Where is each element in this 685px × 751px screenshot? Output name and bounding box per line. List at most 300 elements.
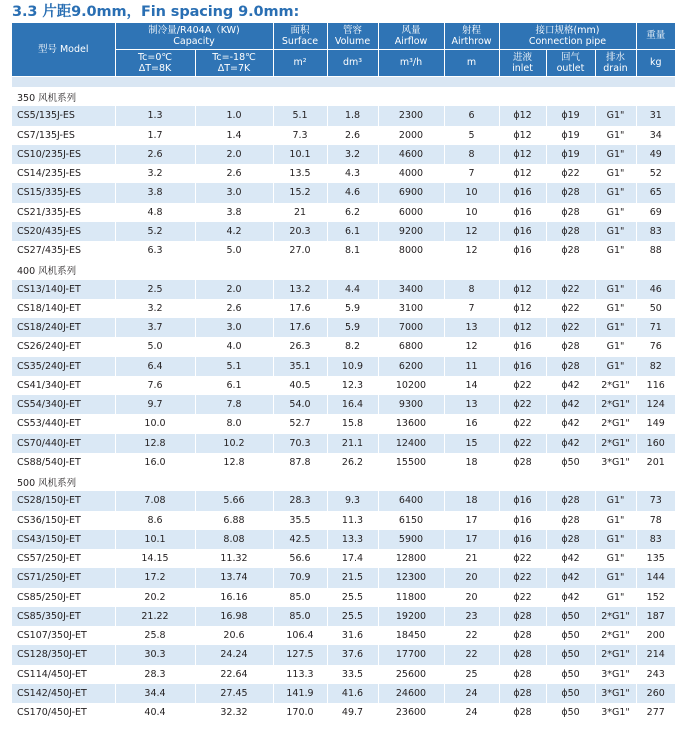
- cell-outlet: ϕ22: [546, 164, 595, 183]
- cell-volume: 17.4: [327, 549, 378, 568]
- cell-airthrow: 14: [444, 376, 499, 395]
- table-row: [12, 491, 675, 510]
- header-drain: [595, 50, 636, 77]
- cell-inlet: ϕ16: [499, 337, 546, 356]
- table-row: [12, 222, 675, 241]
- cell-airthrow: 10: [444, 183, 499, 202]
- cell-weight: 214: [636, 645, 675, 664]
- group-label: 500 风机系列: [12, 472, 675, 491]
- cell-model: CS10/235J-ES: [12, 145, 115, 164]
- cell-cap-tc0: 3.8: [115, 183, 195, 202]
- header-outlet: [546, 50, 595, 77]
- cell-volume: 10.9: [327, 357, 378, 376]
- cell-weight: 83: [636, 530, 675, 549]
- cell-cap-tc18: 8.0: [195, 414, 273, 433]
- cell-surface: 17.6: [273, 318, 327, 337]
- cell-volume: 2.6: [327, 126, 378, 145]
- cell-weight: 31: [636, 106, 675, 125]
- cell-airthrow: 12: [444, 222, 499, 241]
- cell-model: CS27/435J-ES: [12, 241, 115, 260]
- cell-weight: 76: [636, 337, 675, 356]
- cell-airthrow: 11: [444, 357, 499, 376]
- table-row: [12, 530, 675, 549]
- header-drain-en: drain: [603, 63, 628, 74]
- cell-airthrow: 22: [444, 645, 499, 664]
- cell-volume: 8.2: [327, 337, 378, 356]
- cell-surface: 52.7: [273, 414, 327, 433]
- cell-volume: 5.9: [327, 318, 378, 337]
- header-cap1-tc: Tc=0℃: [137, 51, 173, 63]
- cell-volume: 9.3: [327, 491, 378, 510]
- cell-outlet: ϕ42: [546, 568, 595, 587]
- cell-surface: 28.3: [273, 491, 327, 510]
- cell-cap-tc18: 13.74: [195, 568, 273, 587]
- cell-surface: 106.4: [273, 626, 327, 645]
- cell-cap-tc18: 7.8: [195, 395, 273, 414]
- cell-outlet: ϕ19: [546, 145, 595, 164]
- table-row: [12, 549, 675, 568]
- table-row: [12, 183, 675, 202]
- cell-airflow: 6900: [378, 183, 444, 202]
- cell-cap-tc0: 40.4: [115, 703, 195, 722]
- cell-model: CS43/150J-ET: [12, 530, 115, 549]
- cell-inlet: ϕ22: [499, 414, 546, 433]
- cell-weight: 78: [636, 511, 675, 530]
- cell-airflow: 2300: [378, 106, 444, 125]
- cell-inlet: ϕ12: [499, 299, 546, 318]
- cell-cap-tc18: 22.64: [195, 665, 273, 684]
- header-volume: [327, 23, 378, 50]
- table-row: [12, 145, 675, 164]
- cell-surface: 15.2: [273, 183, 327, 202]
- header-volume-unit: dm³: [327, 50, 378, 77]
- cell-outlet: ϕ28: [546, 183, 595, 202]
- cell-airflow: 18450: [378, 626, 444, 645]
- cell-airflow: 6400: [378, 491, 444, 510]
- header-airthrow-unit: m: [444, 50, 499, 77]
- cell-inlet: ϕ12: [499, 280, 546, 299]
- cell-drain: 3*G1": [595, 665, 636, 684]
- cell-cap-tc18: 5.0: [195, 241, 273, 260]
- cell-outlet: ϕ28: [546, 203, 595, 222]
- cell-inlet: ϕ16: [499, 183, 546, 202]
- cell-inlet: ϕ12: [499, 145, 546, 164]
- cell-cap-tc18: 3.0: [195, 183, 273, 202]
- cell-drain: G1": [595, 183, 636, 202]
- header-outlet-en: outlet: [556, 63, 585, 74]
- header-model: 型号 Model: [12, 23, 115, 77]
- cell-model: CS107/350J-ET: [12, 626, 115, 645]
- cell-outlet: ϕ28: [546, 241, 595, 260]
- cell-drain: G1": [595, 203, 636, 222]
- cell-cap-tc18: 3.0: [195, 318, 273, 337]
- header-connection-cn: 接口规格(mm): [535, 24, 600, 36]
- cell-surface: 13.5: [273, 164, 327, 183]
- cell-outlet: ϕ28: [546, 357, 595, 376]
- cell-cap-tc0: 20.2: [115, 588, 195, 607]
- cell-cap-tc0: 3.7: [115, 318, 195, 337]
- cell-surface: 40.5: [273, 376, 327, 395]
- table-row: [12, 588, 675, 607]
- cell-volume: 4.3: [327, 164, 378, 183]
- header-airthrow: [444, 23, 499, 50]
- cell-airthrow: 20: [444, 568, 499, 587]
- cell-cap-tc0: 28.3: [115, 665, 195, 684]
- cell-airthrow: 24: [444, 703, 499, 722]
- cell-airthrow: 15: [444, 434, 499, 453]
- cell-inlet: ϕ22: [499, 568, 546, 587]
- cell-model: CS85/250J-ET: [12, 588, 115, 607]
- cell-drain: G1": [595, 568, 636, 587]
- cell-weight: 71: [636, 318, 675, 337]
- cell-surface: 85.0: [273, 607, 327, 626]
- cell-volume: 25.5: [327, 588, 378, 607]
- cell-airthrow: 22: [444, 626, 499, 645]
- cell-weight: 88: [636, 241, 675, 260]
- cell-cap-tc0: 3.2: [115, 299, 195, 318]
- cell-inlet: ϕ16: [499, 530, 546, 549]
- cell-model: CS15/335J-ES: [12, 183, 115, 202]
- cell-cap-tc0: 5.2: [115, 222, 195, 241]
- cell-cap-tc0: 12.8: [115, 434, 195, 453]
- cell-volume: 15.8: [327, 414, 378, 433]
- table-row: [12, 318, 675, 337]
- cell-drain: G1": [595, 491, 636, 510]
- cell-volume: 11.3: [327, 511, 378, 530]
- header-inlet-en: inlet: [512, 63, 533, 74]
- header-connection: [499, 23, 636, 50]
- header-airthrow-en: Airthrow: [451, 36, 492, 47]
- cell-weight: 260: [636, 684, 675, 703]
- cell-inlet: ϕ12: [499, 164, 546, 183]
- cell-surface: 127.5: [273, 645, 327, 664]
- cell-weight: 82: [636, 357, 675, 376]
- cell-volume: 13.3: [327, 530, 378, 549]
- cell-drain: G1": [595, 357, 636, 376]
- cell-airthrow: 13: [444, 395, 499, 414]
- cell-airthrow: 12: [444, 337, 499, 356]
- cell-inlet: ϕ28: [499, 703, 546, 722]
- cell-cap-tc0: 30.3: [115, 645, 195, 664]
- cell-surface: 17.6: [273, 299, 327, 318]
- cell-inlet: ϕ22: [499, 588, 546, 607]
- cell-volume: 33.5: [327, 665, 378, 684]
- cell-drain: 2*G1": [595, 434, 636, 453]
- header-airflow-en: Airflow: [394, 36, 428, 47]
- cell-airflow: 24600: [378, 684, 444, 703]
- cell-airflow: 6200: [378, 357, 444, 376]
- cell-airflow: 7000: [378, 318, 444, 337]
- cell-cap-tc18: 12.8: [195, 453, 273, 472]
- cell-weight: 149: [636, 414, 675, 433]
- cell-cap-tc18: 5.66: [195, 491, 273, 510]
- cell-volume: 4.6: [327, 183, 378, 202]
- cell-weight: 152: [636, 588, 675, 607]
- table-row: [12, 395, 675, 414]
- cell-surface: 10.1: [273, 145, 327, 164]
- cell-weight: 124: [636, 395, 675, 414]
- cell-model: CS85/350J-ET: [12, 607, 115, 626]
- cell-drain: G1": [595, 164, 636, 183]
- cell-weight: 34: [636, 126, 675, 145]
- cell-outlet: ϕ42: [546, 549, 595, 568]
- cell-cap-tc18: 2.6: [195, 164, 273, 183]
- cell-weight: 50: [636, 299, 675, 318]
- cell-outlet: ϕ50: [546, 665, 595, 684]
- table-row: [12, 376, 675, 395]
- header-cap2: [195, 50, 273, 77]
- cell-outlet: ϕ22: [546, 280, 595, 299]
- cell-model: CS57/250J-ET: [12, 549, 115, 568]
- header-spacer-row: [12, 77, 675, 88]
- cell-cap-tc18: 1.4: [195, 126, 273, 145]
- header-capacity-cn: 制冷量/R404A（KW): [148, 24, 240, 36]
- cell-cap-tc0: 2.5: [115, 280, 195, 299]
- cell-airflow: 23600: [378, 703, 444, 722]
- cell-cap-tc0: 1.3: [115, 106, 195, 125]
- table-header: [12, 23, 675, 77]
- table-row: [12, 106, 675, 125]
- cell-airflow: 3400: [378, 280, 444, 299]
- cell-cap-tc0: 34.4: [115, 684, 195, 703]
- cell-model: CS18/140J-ET: [12, 299, 115, 318]
- cell-cap-tc18: 8.08: [195, 530, 273, 549]
- cell-cap-tc18: 24.24: [195, 645, 273, 664]
- cell-surface: 70.3: [273, 434, 327, 453]
- cell-outlet: ϕ28: [546, 530, 595, 549]
- cell-drain: 2*G1": [595, 645, 636, 664]
- cell-cap-tc18: 6.88: [195, 511, 273, 530]
- header-inlet-cn: 进液: [512, 51, 532, 63]
- cell-drain: 2*G1": [595, 395, 636, 414]
- cell-airthrow: 8: [444, 280, 499, 299]
- spec-table: [12, 23, 675, 722]
- cell-drain: 2*G1": [595, 607, 636, 626]
- cell-airthrow: 8: [444, 145, 499, 164]
- header-capacity: [115, 23, 273, 50]
- cell-surface: 27.0: [273, 241, 327, 260]
- header-cap2-dt: ΔT=7K: [217, 63, 251, 74]
- cell-volume: 21.1: [327, 434, 378, 453]
- cell-cap-tc0: 14.15: [115, 549, 195, 568]
- header-inlet: [499, 50, 546, 77]
- cell-inlet: ϕ28: [499, 645, 546, 664]
- table-row: [12, 337, 675, 356]
- cell-outlet: ϕ42: [546, 434, 595, 453]
- cell-outlet: ϕ19: [546, 106, 595, 125]
- table-row: [12, 357, 675, 376]
- cell-cap-tc18: 16.98: [195, 607, 273, 626]
- cell-airthrow: 18: [444, 491, 499, 510]
- cell-model: CS7/135J-ES: [12, 126, 115, 145]
- table-row: [12, 203, 675, 222]
- cell-airthrow: 7: [444, 299, 499, 318]
- table-row: [12, 511, 675, 530]
- cell-model: CS5/135J-ES: [12, 106, 115, 125]
- table-row: [12, 241, 675, 260]
- cell-model: CS35/240J-ET: [12, 357, 115, 376]
- cell-drain: G1": [595, 588, 636, 607]
- cell-cap-tc18: 20.6: [195, 626, 273, 645]
- cell-airflow: 5900: [378, 530, 444, 549]
- cell-inlet: ϕ16: [499, 203, 546, 222]
- cell-airflow: 6000: [378, 203, 444, 222]
- cell-airflow: 13600: [378, 414, 444, 433]
- cell-surface: 13.2: [273, 280, 327, 299]
- cell-outlet: ϕ50: [546, 453, 595, 472]
- table-row: [12, 645, 675, 664]
- header-drain-cn: 排水: [605, 51, 625, 63]
- header-airflow-unit: m³/h: [378, 50, 444, 77]
- cell-surface: 113.3: [273, 665, 327, 684]
- cell-weight: 116: [636, 376, 675, 395]
- cell-weight: 65: [636, 183, 675, 202]
- cell-inlet: ϕ28: [499, 607, 546, 626]
- cell-model: CS170/450J-ET: [12, 703, 115, 722]
- cell-cap-tc0: 7.08: [115, 491, 195, 510]
- cell-airflow: 4000: [378, 164, 444, 183]
- cell-airflow: 12400: [378, 434, 444, 453]
- cell-surface: 35.5: [273, 511, 327, 530]
- cell-airflow: 25600: [378, 665, 444, 684]
- cell-surface: 42.5: [273, 530, 327, 549]
- cell-weight: 73: [636, 491, 675, 510]
- cell-surface: 7.3: [273, 126, 327, 145]
- header-airflow-cn: 风量: [401, 24, 421, 36]
- cell-surface: 56.6: [273, 549, 327, 568]
- cell-volume: 6.1: [327, 222, 378, 241]
- cell-cap-tc0: 10.0: [115, 414, 195, 433]
- cell-surface: 26.3: [273, 337, 327, 356]
- cell-airthrow: 18: [444, 453, 499, 472]
- cell-outlet: ϕ50: [546, 645, 595, 664]
- cell-volume: 1.8: [327, 106, 378, 125]
- cell-cap-tc0: 9.7: [115, 395, 195, 414]
- cell-drain: G1": [595, 511, 636, 530]
- header-weight: 重量: [636, 23, 675, 50]
- cell-airthrow: 7: [444, 164, 499, 183]
- cell-model: CS114/450J-ET: [12, 665, 115, 684]
- cell-weight: 160: [636, 434, 675, 453]
- cell-weight: 187: [636, 607, 675, 626]
- cell-cap-tc18: 5.1: [195, 357, 273, 376]
- cell-cap-tc0: 4.8: [115, 203, 195, 222]
- cell-cap-tc0: 8.6: [115, 511, 195, 530]
- cell-drain: G1": [595, 549, 636, 568]
- cell-airflow: 9200: [378, 222, 444, 241]
- table-body: [12, 77, 675, 723]
- cell-cap-tc0: 6.3: [115, 241, 195, 260]
- cell-surface: 85.0: [273, 588, 327, 607]
- cell-airflow: 6800: [378, 337, 444, 356]
- header-cap1: [115, 50, 195, 77]
- table-row: [12, 299, 675, 318]
- cell-volume: 6.2: [327, 203, 378, 222]
- cell-weight: 277: [636, 703, 675, 722]
- cell-model: CS71/250J-ET: [12, 568, 115, 587]
- cell-inlet: ϕ16: [499, 491, 546, 510]
- cell-cap-tc0: 17.2: [115, 568, 195, 587]
- cell-inlet: ϕ12: [499, 126, 546, 145]
- cell-airflow: 8000: [378, 241, 444, 260]
- cell-drain: G1": [595, 280, 636, 299]
- header-airthrow-cn: 射程: [461, 24, 481, 36]
- cell-inlet: ϕ12: [499, 106, 546, 125]
- cell-drain: 3*G1": [595, 453, 636, 472]
- cell-cap-tc0: 3.2: [115, 164, 195, 183]
- cell-model: CS36/150J-ET: [12, 511, 115, 530]
- cell-cap-tc18: 4.2: [195, 222, 273, 241]
- cell-volume: 37.6: [327, 645, 378, 664]
- cell-weight: 83: [636, 222, 675, 241]
- cell-airthrow: 17: [444, 511, 499, 530]
- cell-outlet: ϕ50: [546, 626, 595, 645]
- table-row: [12, 626, 675, 645]
- cell-volume: 4.4: [327, 280, 378, 299]
- cell-airthrow: 12: [444, 241, 499, 260]
- cell-drain: G1": [595, 241, 636, 260]
- cell-cap-tc18: 11.32: [195, 549, 273, 568]
- cell-weight: 200: [636, 626, 675, 645]
- cell-cap-tc0: 7.6: [115, 376, 195, 395]
- cell-model: CS26/240J-ET: [12, 337, 115, 356]
- header-connection-en: Connection pipe: [528, 36, 607, 47]
- table-row: [12, 665, 675, 684]
- cell-volume: 12.3: [327, 376, 378, 395]
- group-row: [12, 260, 675, 279]
- header-surface: [273, 23, 327, 50]
- cell-model: CS21/335J-ES: [12, 203, 115, 222]
- header-outlet-cn: 回气: [560, 51, 580, 63]
- cell-airthrow: 23: [444, 607, 499, 626]
- cell-cap-tc18: 2.0: [195, 280, 273, 299]
- cell-inlet: ϕ16: [499, 357, 546, 376]
- cell-outlet: ϕ22: [546, 299, 595, 318]
- cell-cap-tc18: 27.45: [195, 684, 273, 703]
- cell-volume: 25.5: [327, 607, 378, 626]
- cell-airflow: 12300: [378, 568, 444, 587]
- cell-model: CS88/540J-ET: [12, 453, 115, 472]
- table-row: [12, 434, 675, 453]
- cell-weight: 46: [636, 280, 675, 299]
- cell-drain: G1": [595, 222, 636, 241]
- cell-drain: G1": [595, 106, 636, 125]
- cell-outlet: ϕ42: [546, 395, 595, 414]
- header-volume-en: Volume: [334, 36, 371, 47]
- cell-volume: 16.4: [327, 395, 378, 414]
- cell-cap-tc18: 3.8: [195, 203, 273, 222]
- table-row: [12, 414, 675, 433]
- cell-inlet: ϕ22: [499, 434, 546, 453]
- cell-airflow: 19200: [378, 607, 444, 626]
- group-label: 350 风机系列: [12, 87, 675, 106]
- cell-outlet: ϕ50: [546, 684, 595, 703]
- cell-cap-tc18: 2.0: [195, 145, 273, 164]
- cell-airthrow: 25: [444, 665, 499, 684]
- cell-outlet: ϕ28: [546, 337, 595, 356]
- header-cap2-tc: Tc=-18℃: [212, 51, 256, 63]
- table-row: [12, 703, 675, 722]
- cell-cap-tc18: 32.32: [195, 703, 273, 722]
- group-label: 400 风机系列: [12, 260, 675, 279]
- cell-inlet: ϕ16: [499, 241, 546, 260]
- cell-airflow: 3100: [378, 299, 444, 318]
- cell-outlet: ϕ28: [546, 491, 595, 510]
- cell-airflow: 10200: [378, 376, 444, 395]
- header-surface-unit: m²: [273, 50, 327, 77]
- cell-drain: 3*G1": [595, 684, 636, 703]
- cell-surface: 5.1: [273, 106, 327, 125]
